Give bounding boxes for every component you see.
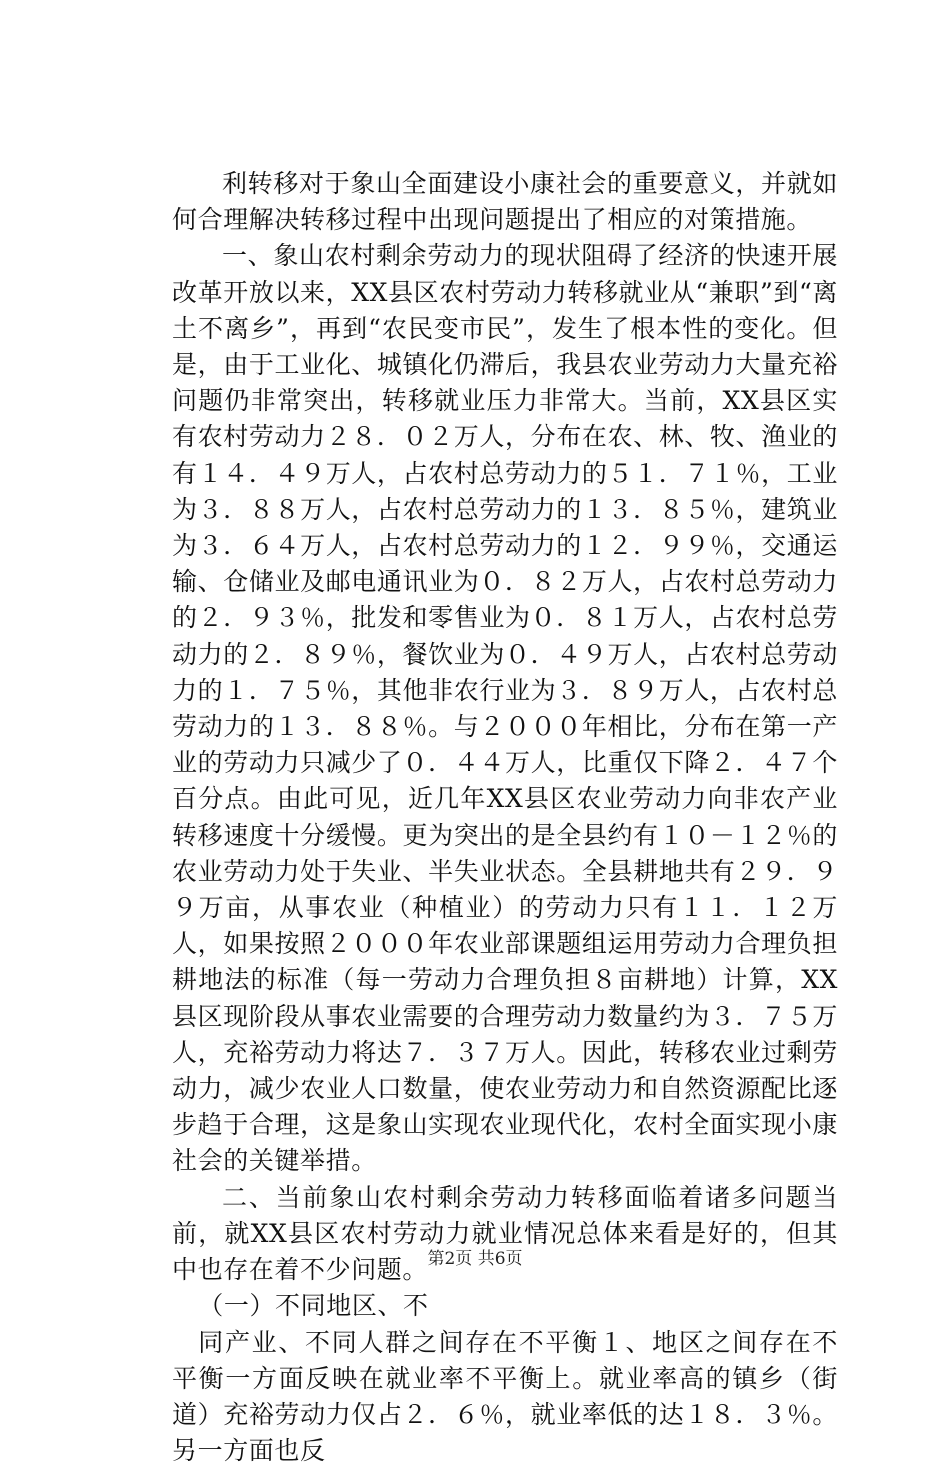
document-body <box>172 166 838 1469</box>
page-footer <box>0 1244 950 1269</box>
page-number: 第2页 共6页 <box>427 1249 522 1269</box>
paragraph-subsection-one: 同产业、不同人群之间存在不平衡１、地区之间存在不平衡一方面反映在就业率不平衡上。就业率高的镇乡（街道）充裕劳动力仅占２．６％，就业率低的达１８．３％。另一方面也反 <box>172 1325 838 1469</box>
paragraph-section-one: 一、象山农村剩余劳动力的现状阻碍了经济的快速开展改革开放以来，XX县区农村劳动力转移就业从“兼职”到“离土不离乡”，再到“农民变市民”，发生了根本性的变化。但是，由于工业化、城镇化仍滞后，我县农业劳动力大量充裕问题仍非常突出，转移就业压力非常大。当前，XX县区实有农村劳动力２８．０２万人，分布在农、林、牧、渔业的有１４．４９万人，占农村总劳动力的５１．７１％，工业为３．８８万人，占农村总劳动力的１３．８５％，建筑业为３．６４万人，占农村总劳动力的１２．９９％，交通运输、仓储业及邮电通讯业为０．８２万人，占农村总劳动力的２．９３％，批发和零售业为０．８１万人，占农村总劳动力的２．８９％，餐饮业为０．４９万人，占农村总劳动力的１．７５％，其他非农行业为３．８９万人，占农村总劳动力的１３．８８％。与２０００年相比，分布在第一产业的劳动力只减少了０．４４万人，比重仅下降２．４７个百分点。由此可见，近几年XX县区农业劳动力向非农产业转移速度十分缓慢。更为突出的是全县约有１０－１２％的农业劳动力处于失业、半失业状态。全县耕地共有２９．９９万亩，从事农业（种植业）的劳动力只有１１．１２万人，如果按照２０００年农业部课题组运用劳动力合理负担耕地法的标准（每一劳动力合理负担８亩耕地）计算，XX县区现阶段从事农业需要的合理劳动力数量约为３．７５万人，充裕劳动力将达７．３７万人。因此，转移农业过剩劳动力，减少农业人口数量，使农业劳动力和自然资源配比逐步趋于合理，这是象山实现农业现代化，农村全面实现小康社会的关键举措。 <box>172 238 838 1179</box>
paragraph-section-two: 二、当前象山农村剩余劳动力转移面临着诸多问题当前，就XX县区农村劳动力就业情况总体来看是好的，但其中也存在着不少问题。 <box>172 1180 838 1289</box>
subheading-one: （一）不同地区、不 <box>172 1288 838 1324</box>
paragraph-intro: 利转移对于象山全面建设小康社会的重要意义，并就如何合理解决转移过程中出现问题提出了相应的对策措施。 <box>172 166 838 238</box>
